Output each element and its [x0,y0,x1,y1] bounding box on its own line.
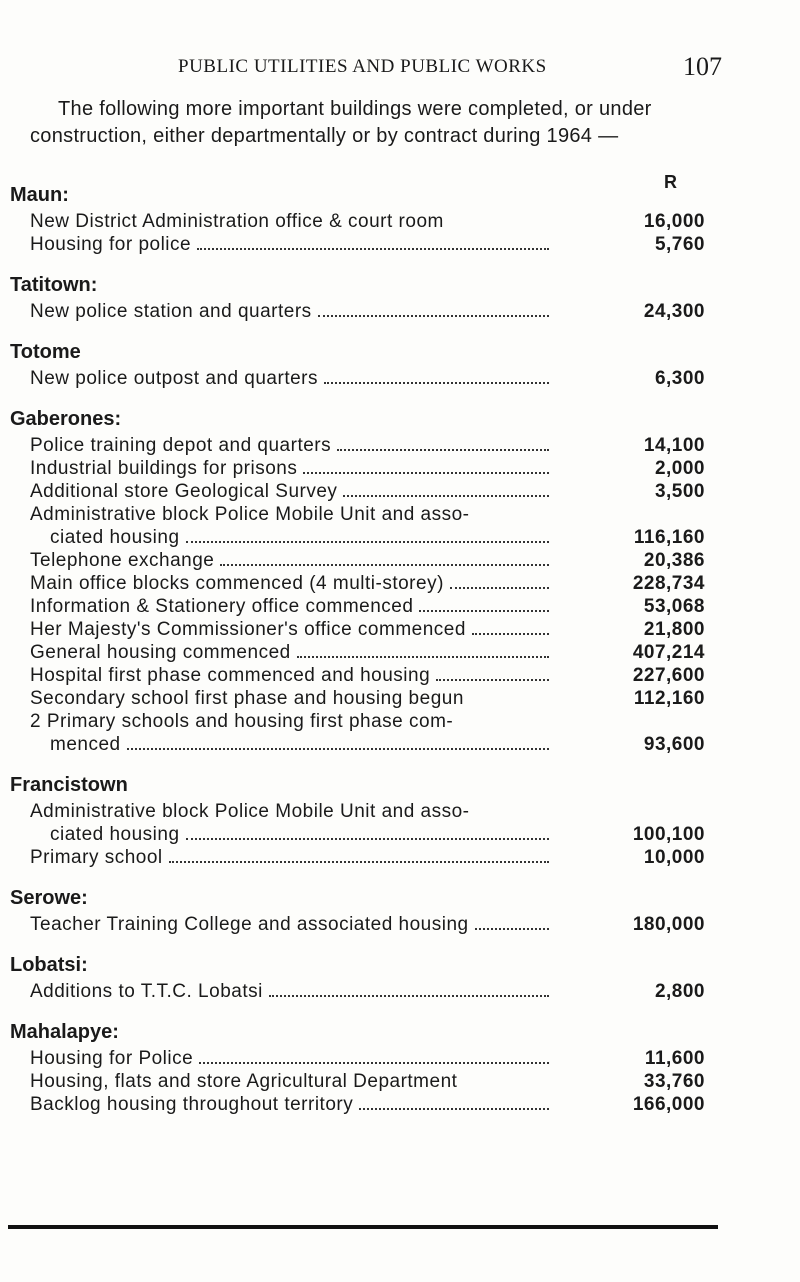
item-description: Additional store Geological Survey [30,480,555,503]
item-amount: 21,800 [643,619,705,640]
item-amount: 53,068 [643,596,705,617]
list-item [30,664,730,687]
section-heading: Gaberones: [10,408,122,430]
list-item [30,367,730,390]
section-heading: Lobatsi: [10,954,88,976]
section-heading: Mahalapye: [10,1021,119,1043]
item-description: Secondary school first phase and housing begun [30,688,464,709]
item-description: Telephone exchange [30,549,555,572]
section [0,180,800,256]
item-amount: 116,160 [633,527,705,548]
list-item [30,641,730,664]
dot-leader [472,633,549,635]
dot-leader [220,564,549,566]
item-description: Primary school [30,846,555,869]
item-amount: 14,100 [643,435,705,456]
buildings-list [0,180,800,1130]
dot-leader [359,1108,549,1110]
dot-leader [169,861,549,863]
dot-leader [199,1062,549,1064]
running-title: PUBLIC UTILITIES AND PUBLIC WORKS [178,56,547,77]
item-description: General housing commenced [30,641,555,664]
item-amount: 11,600 [644,1048,705,1069]
list-item [30,595,730,618]
item-description: Main office blocks commenced (4 multi-storey) [30,572,555,595]
dot-leader [450,587,549,589]
list-item [30,1093,730,1116]
item-description: New police station and quarters [30,300,555,323]
list-item [30,434,730,457]
item-amount: 112,160 [633,688,705,709]
page-header [0,52,800,86]
section [0,770,800,869]
section [0,950,800,1003]
item-amount: 5,760 [654,234,705,255]
section-heading: Tatitown: [10,274,98,296]
item-description: Her Majesty's Commissioner's office commenced [30,618,555,641]
dot-leader [297,656,549,658]
dot-leader [127,748,549,750]
item-amount: 227,600 [632,665,705,686]
list-item [30,503,730,549]
dot-leader [343,495,549,497]
dot-leader [324,382,549,384]
dot-leader [303,472,549,474]
page-number: 107 [683,52,722,81]
intro-paragraph: The following more important buildings were completed, or under construction, either departmentally or by contract during 1964 — [30,98,652,147]
item-amount: 16,000 [643,211,705,232]
dot-leader [337,449,549,451]
dot-leader [269,995,549,997]
list-item [30,800,730,846]
section-heading: Maun: [10,184,69,206]
list-item [30,210,730,233]
list-item [30,913,730,936]
dot-leader [197,248,549,250]
list-item [30,980,730,1003]
item-description: Administrative block Police Mobile Unit and asso- ciated housing [30,800,555,846]
item-amount: 6,300 [654,368,705,389]
list-item [30,572,730,595]
section [0,337,800,390]
list-item [30,687,730,710]
item-amount: 10,000 [643,847,705,868]
item-description: Additions to T.T.C. Lobatsi [30,980,555,1003]
bottom-rule [8,1225,718,1229]
section [0,270,800,323]
item-description: Housing, flats and store Agricultural Department [30,1071,458,1092]
item-description: New police outpost and quarters [30,367,555,390]
item-amount: 24,300 [643,301,705,322]
section [0,883,800,936]
item-amount: 20,386 [643,550,705,571]
item-description: Hospital first phase commenced and housing [30,664,555,687]
item-description: New District Administration office & court room [30,211,444,232]
item-description: Housing for Police [30,1047,555,1070]
dot-leader [186,838,549,840]
section [0,1017,800,1116]
currency-symbol: R [664,172,677,192]
item-amount: 33,760 [643,1071,705,1092]
section [0,404,800,756]
dot-leader [318,315,549,317]
section-heading: Serowe: [10,887,88,909]
dot-leader [436,679,549,681]
item-description: Administrative block Police Mobile Unit and asso- ciated housing [30,503,555,549]
section-heading: Francistown [10,774,128,796]
list-item [30,300,730,323]
section-heading: Totome [10,341,81,363]
dot-leader [186,541,549,543]
list-item [30,1070,730,1093]
item-amount: 180,000 [632,914,705,935]
item-description: Housing for police [30,233,555,256]
dot-leader [475,928,549,930]
item-amount: 100,100 [632,824,705,845]
list-item [30,233,730,256]
item-description: Teacher Training College and associated housing [30,913,555,936]
item-amount: 2,800 [654,981,705,1002]
list-item [30,480,730,503]
item-amount: 166,000 [632,1094,705,1115]
item-description: Information & Stationery office commenced [30,595,555,618]
list-item [30,1047,730,1070]
list-item [30,618,730,641]
item-description: 2 Primary schools and housing first phase com- menced [30,710,555,756]
item-description: Police training depot and quarters [30,434,555,457]
item-description: Backlog housing throughout territory [30,1093,555,1116]
dot-leader [419,610,549,612]
item-amount: 2,000 [654,458,705,479]
item-description: Industrial buildings for prisons [30,457,555,480]
item-amount: 407,214 [632,642,705,663]
item-amount: 228,734 [632,573,705,594]
list-item [30,710,730,756]
list-item [30,549,730,572]
item-amount: 3,500 [654,481,705,502]
list-item [30,846,730,869]
item-amount: 93,600 [643,734,705,755]
list-item [30,457,730,480]
